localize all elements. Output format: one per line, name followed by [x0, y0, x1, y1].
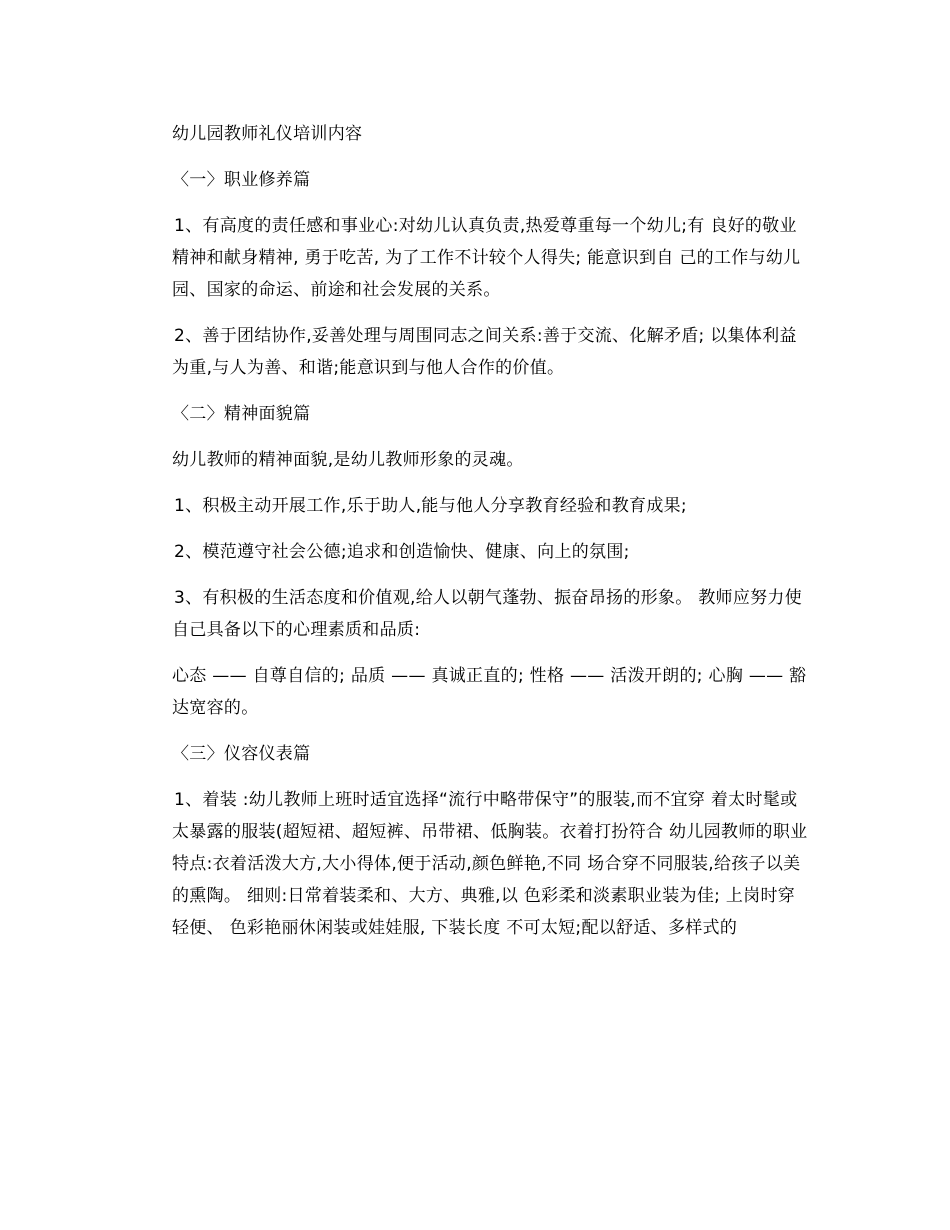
- section-heading-spirit: 〈二〉精神面貌篇: [172, 404, 311, 424]
- document-body: [172, 118, 808, 958]
- paragraph: 3、有积极的生活态度和价值观,给人以朝气蓬勃、振奋昂扬的形象。 教师应努力使自己具备以下的心理素质和品质:: [172, 588, 803, 640]
- paragraph: 2、模范遵守社会公德;追求和创造愉快、健康、向上的氛围;: [174, 542, 630, 562]
- document-title: 幼儿园教师礼仪培训内容: [172, 124, 363, 144]
- section-heading-appearance: 〈三〉仪容仪表篇: [172, 744, 311, 764]
- paragraph: 2、善于团结协作,妥善处理与周围同志之间关系:善于交流、化解矛盾; 以集体利益为重,与人为善、和谐;能意识到与他人合作的价值。: [172, 326, 797, 378]
- paragraph: 幼儿教师的精神面貌,是幼儿教师形象的灵魂。: [172, 450, 524, 470]
- paragraph: 1、积极主动开展工作,乐于助人,能与他人分享教育经验和教育成果;: [174, 496, 687, 516]
- section-heading-professional: 〈一〉职业修养篇: [172, 170, 311, 190]
- paragraph: 1、有高度的责任感和事业心:对幼儿认真负责,热爱尊重每一个幼儿;有 良好的敬业精神和献身精神, 勇于吃苦, 为了工作不计较个人得失; 能意识到自 己的工作与幼儿园、国家的命运、前途和社会发展的关系。: [172, 216, 801, 300]
- paragraph: 1、着装 :幼儿教师上班时适宜选择“流行中略带保守”的服装,而不宜穿 着太时髦或太暴露的服装(超短裙、超短裤、吊带裙、低胸装。衣着打扮符合 幼儿园教师的职业特点:衣着活泼大方,大小得体,便于活动,颜色鲜艳,不同 场合穿不同服装,给孩子以美的熏陶。 细则:日常着装柔和、大方、典雅,以 色彩柔和淡素职业装为佳; 上岗时穿轻便、 色彩艳丽休闲装或娃娃服, 下装长度 不可太短;配以舒适、多样式的: [172, 790, 808, 938]
- paragraph: 心态 —— 自尊自信的; 品质 —— 真诚正直的; 性格 —— 活泼开朗的; 心胸 —— 豁 达宽容的。: [172, 666, 807, 718]
